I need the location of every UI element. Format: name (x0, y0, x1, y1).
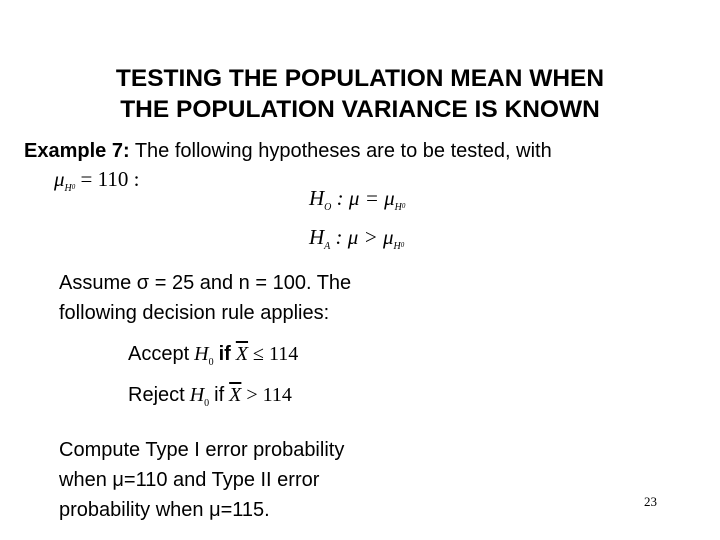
h0-rhs-subscript: H (394, 202, 402, 213)
accept-rule (128, 343, 298, 366)
ha-rhs-subscript: H (393, 241, 401, 252)
reject-h-symbol: H (189, 384, 205, 406)
question-line-3: probability when μ=115. (59, 499, 270, 521)
title-line-1: TESTING THE POPULATION MEAN WHEN (115, 65, 605, 92)
reject-rule (128, 384, 292, 407)
accept-condition: ≤ 114 (253, 343, 299, 365)
mu-symbol: μ (54, 167, 65, 191)
reject-condition: > 114 (246, 384, 292, 406)
accept-if: if (218, 343, 231, 365)
reject-xbar: $\overline{X}$ (229, 384, 242, 406)
ha-relation: : μ > μ (335, 225, 394, 249)
null-mean-equation (54, 167, 139, 192)
accept-h-subscript: 0 (208, 357, 214, 368)
h0-relation: : μ = μ (336, 186, 395, 210)
example-label: Example 7: (24, 140, 130, 162)
accept-verb: Accept (128, 343, 190, 365)
reject-if: if (214, 384, 225, 406)
accept-xbar: $\overline{X}$ (235, 343, 249, 365)
question-line-2: when μ=110 and Type II error (59, 469, 320, 491)
h0-subscript: O (324, 202, 332, 213)
ha-subscript: A (324, 241, 331, 252)
example-text: The following hypotheses are to be tested, with (134, 140, 552, 162)
title-line-2: THE POPULATION VARIANCE IS KNOWN (120, 96, 600, 123)
question-line-1: Compute Type I error probability (59, 439, 345, 461)
slide-title (0, 63, 720, 125)
h0-rhs-subsubscript: 0 (401, 202, 406, 210)
assumption-text (59, 268, 351, 328)
accept-h-symbol: H (194, 343, 209, 365)
page-number: 23 (644, 494, 657, 509)
assumption-line-2: following decision rule applies: (59, 302, 330, 324)
null-mean-value: = 110 : (80, 167, 140, 191)
question-text (59, 435, 344, 525)
reject-verb: Reject (128, 384, 185, 406)
alternative-hypothesis (309, 225, 404, 250)
null-hypothesis (309, 186, 405, 211)
mu-subscript: H (64, 183, 72, 194)
assumption-line-1: Assume σ = 25 and n = 100. The (59, 272, 352, 294)
ha-rhs-subsubscript: 0 (400, 241, 405, 249)
reject-h-subscript: 0 (204, 398, 210, 409)
example-statement (24, 138, 552, 164)
ha-symbol: H (309, 225, 325, 249)
mu-subsubscript: 0 (71, 183, 76, 191)
h0-symbol: H (309, 186, 325, 210)
